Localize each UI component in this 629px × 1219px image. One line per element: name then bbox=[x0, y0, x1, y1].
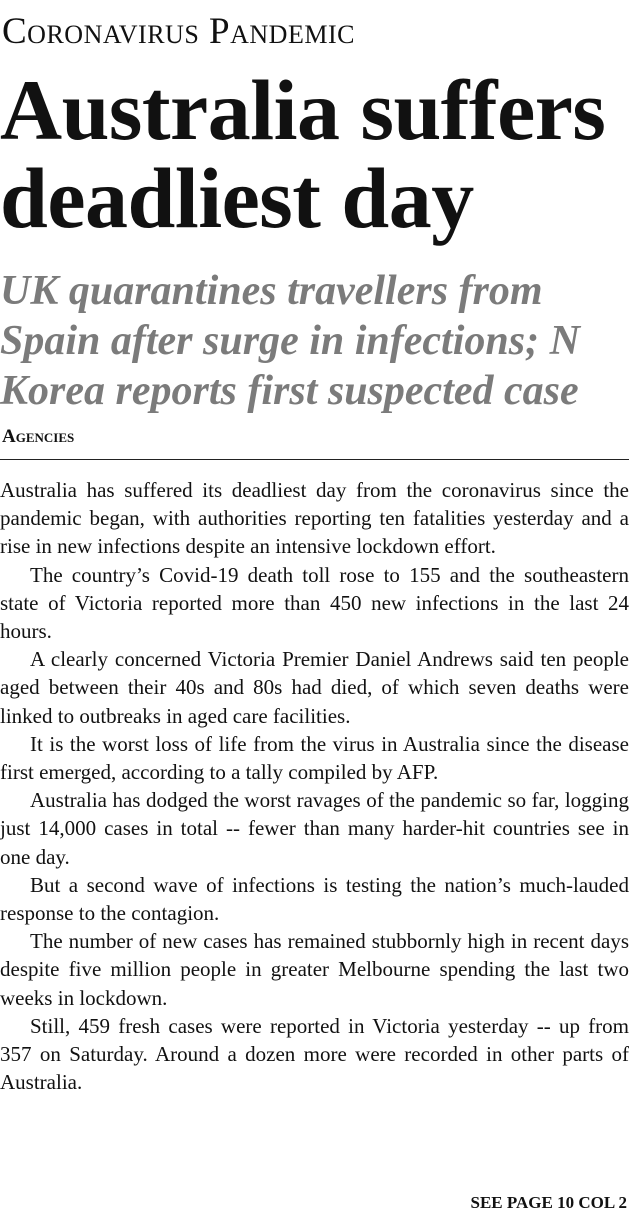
continuation-note: SEE PAGE 10 COL 2 bbox=[470, 1193, 627, 1212]
body-paragraph: Australia has suffered its deadliest day from the coronavirus since the pandemic began, with authorities reporting ten fatalities yesterday and a rise in new infections despite an intensive lockdown effort. bbox=[0, 478, 629, 559]
body-paragraph: It is the worst loss of life from the virus in Australia since the disease first emerged, according to a tally compiled by AFP. bbox=[0, 731, 629, 785]
body-paragraph: The number of new cases has remained stubbornly high in recent days despite five million people in greater Melbourne spending the last two weeks in lockdown. bbox=[0, 929, 629, 1010]
body-paragraph: A clearly concerned Victoria Premier Daniel Andrews said ten people aged between their 40s and 80s had died, of which seven deaths were linked to outbreaks in aged care facilities. bbox=[0, 647, 629, 728]
body-paragraph: Australia has dodged the worst ravages of the pandemic so far, logging just 14,000 cases in total -- fewer than many harder-hit countries see in one day. bbox=[0, 788, 629, 869]
subheadline-line: UK quarantines travellers from bbox=[0, 268, 543, 314]
headline-line: deadliest day bbox=[0, 150, 474, 246]
subheadline-line: Korea reports first suspected case bbox=[0, 368, 579, 414]
section-kicker: Coronavirus Pandemic bbox=[2, 11, 355, 52]
byline: Agencies bbox=[2, 426, 75, 447]
body-paragraph: But a second wave of infections is testing the nation’s much-lauded response to the contagion. bbox=[0, 872, 629, 926]
subheadline bbox=[0, 266, 629, 416]
article-body bbox=[0, 476, 629, 1096]
body-paragraph: Still, 459 fresh cases were reported in Victoria yesterday -- up from 357 on Saturday. Around a dozen more were recorded in other parts of Australia. bbox=[0, 1013, 629, 1095]
headline-line: Australia suffers bbox=[0, 62, 606, 158]
body-paragraph: The country’s Covid-19 death toll rose to 155 and the southeastern state of Victoria reported more than 450 new infections in the last 24 hours. bbox=[0, 562, 629, 644]
byline-divider bbox=[0, 459, 629, 460]
headline bbox=[0, 62, 629, 246]
subheadline-line: Spain after surge in infections; N bbox=[0, 318, 580, 364]
